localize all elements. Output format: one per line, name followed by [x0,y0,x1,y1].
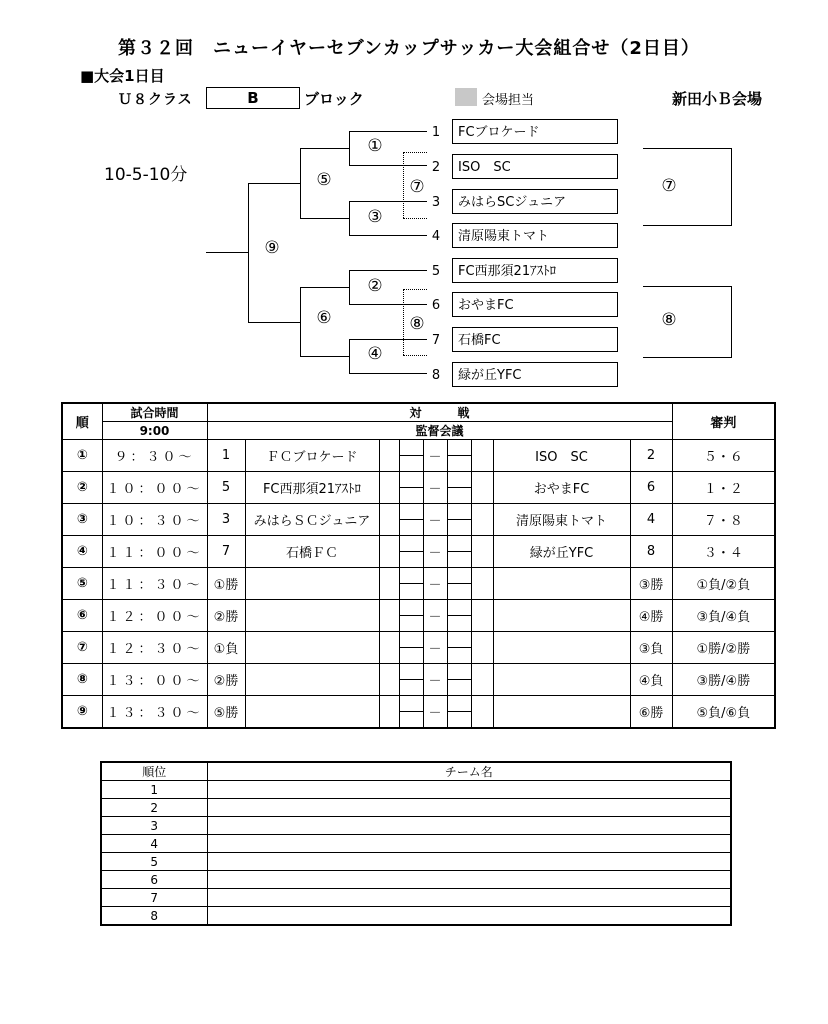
score-box [399,440,423,472]
seed-4: 4 [431,229,441,244]
match-mark-8: ⑧ [409,314,425,334]
header-time: 試合時間 [102,403,207,422]
left-seed: ②勝 [207,600,245,632]
schedule-row [62,664,775,696]
match-mark-3: ③ [367,207,383,227]
match-number: ④ [62,536,102,568]
schedule-row [62,600,775,632]
right-team [493,696,630,729]
bracket-line [349,270,427,271]
left-team: 石橋ＦＣ [245,536,379,568]
bracket-line [300,287,349,288]
score-dash: － [423,600,447,632]
left-team [245,632,379,664]
score-box [447,568,471,600]
score-box [399,632,423,664]
match-mark-6: ⑥ [316,308,332,328]
score-cell [471,664,493,696]
match-time: １２：３０～ [102,632,207,664]
bracket-line [349,201,350,235]
page-title: 第３２回 ニューイヤーセブンカップサッカー大会組合せ（2日目） [118,38,700,59]
score-cell [471,440,493,472]
score-dash: － [423,632,447,664]
score-dash: － [423,440,447,472]
rank-number: 2 [101,799,207,817]
score-cell [379,472,399,504]
rank-number: 3 [101,817,207,835]
right-seed: ④負 [630,664,672,696]
bracket-line [248,322,300,323]
bracket-line [349,339,350,373]
left-team [245,600,379,632]
score-cell [471,632,493,664]
result-mark-7: ⑦ [661,176,677,196]
referee: １・２ [672,472,775,504]
bracket-line [399,131,427,132]
block-box: B [206,87,300,109]
team-box-4: 清原陽東トマト [452,223,618,248]
ranking-row [101,781,731,799]
score-dash: － [423,696,447,729]
right-team: おやまFC [493,472,630,504]
team-box-8: 緑が丘YFC [452,362,618,387]
match-number: ② [62,472,102,504]
bracket-line [349,165,399,166]
bracket-line [349,131,350,165]
referee: ③負/④負 [672,600,775,632]
team-name-cell [207,781,731,799]
ranking-row [101,853,731,871]
bracket-line [300,148,349,149]
bracket-line [349,373,427,374]
schedule-row [62,696,775,729]
block-suffix: ブロック [304,90,364,108]
score-box [447,536,471,568]
left-seed: 3 [207,504,245,536]
schedule-table [61,402,776,729]
team-header: チーム名 [207,762,731,781]
score-box [399,696,423,729]
bracket-line [349,201,427,202]
bracket-dotted [403,152,427,153]
score-cell [379,504,399,536]
right-team: 清原陽東トマト [493,504,630,536]
venue-legend: 会場担当 [482,93,535,108]
score-dash: － [423,472,447,504]
score-cell [379,632,399,664]
match-time: １３：３０～ [102,696,207,729]
class-label: Ｕ８クラス [118,92,193,108]
rank-number: 7 [101,889,207,907]
schedule-row [62,472,775,504]
score-cell [471,536,493,568]
rank-number: 4 [101,835,207,853]
score-box [447,632,471,664]
right-team [493,600,630,632]
match-time: １３：００～ [102,664,207,696]
header-start: 9:00 [102,422,207,440]
referee: ①勝/②勝 [672,632,775,664]
schedule-row [62,440,775,472]
right-seed: ⑥勝 [630,696,672,729]
right-seed: ③勝 [630,568,672,600]
score-box [399,536,423,568]
team-box-2: ISO SC [452,154,618,179]
bracket-line [349,339,427,340]
left-team [245,696,379,729]
right-seed: 2 [630,440,672,472]
right-team: ISO SC [493,440,630,472]
left-seed: 5 [207,472,245,504]
bracket-line [248,183,300,184]
ranking-row [101,907,731,926]
score-cell [471,504,493,536]
venue-name: 新田小Ｂ会場 [672,90,763,108]
bracket-line [349,270,350,304]
team-box-7: 石橋FC [452,327,618,352]
bracket-dotted [403,218,427,219]
score-box [447,696,471,729]
venue-swatch [455,88,477,106]
rank-header: 順位 [101,762,207,781]
match-mark-9: ⑨ [264,238,280,258]
ranking-row [101,817,731,835]
ranking-row [101,835,731,853]
header-order: 順 [62,403,102,440]
match-mark-1: ① [367,136,383,156]
left-seed: ①負 [207,632,245,664]
score-cell [379,536,399,568]
score-cell [471,600,493,632]
team-name-cell [207,907,731,926]
score-box [447,504,471,536]
rank-number: 6 [101,871,207,889]
team-box-3: みはらSCジュニア [452,189,618,214]
match-mark-5: ⑤ [316,170,332,190]
match-mark-7: ⑦ [409,177,425,197]
score-cell [379,664,399,696]
score-box [447,600,471,632]
score-box [399,600,423,632]
match-number: ⑧ [62,664,102,696]
right-team [493,632,630,664]
left-team: FC西那須21ｱｽﾄﾛ [245,472,379,504]
right-seed: ③負 [630,632,672,664]
match-format: 10-5-10分 [104,165,188,185]
bracket-line [248,183,249,322]
bracket-line [300,148,301,218]
score-box [399,504,423,536]
match-number: ⑤ [62,568,102,600]
schedule-row [62,504,775,536]
left-team: みはらＳＣジュニア [245,504,379,536]
right-team: 緑が丘YFC [493,536,630,568]
left-team [245,568,379,600]
team-name-cell [207,853,731,871]
right-seed: 6 [630,472,672,504]
score-dash: － [423,536,447,568]
seed-8: 8 [431,368,441,383]
match-number: ⑦ [62,632,102,664]
score-dash: － [423,504,447,536]
referee: ⑤負/⑥負 [672,696,775,729]
left-seed: 7 [207,536,245,568]
match-number: ⑨ [62,696,102,729]
seed-6: 6 [431,298,441,313]
score-cell [471,568,493,600]
team-box-6: おやまFC [452,292,618,317]
left-seed: 1 [207,440,245,472]
team-name-cell [207,817,731,835]
left-team: ＦＣブロケード [245,440,379,472]
seed-1: 1 [431,125,441,140]
score-box [447,472,471,504]
bracket-dotted [403,289,427,290]
referee: ７・８ [672,504,775,536]
score-box [399,472,423,504]
score-cell [471,696,493,729]
bracket-line [300,356,349,357]
team-name-cell [207,889,731,907]
referee: ①負/②負 [672,568,775,600]
match-time: １０：００～ [102,472,207,504]
rank-number: 5 [101,853,207,871]
score-cell [379,440,399,472]
ranking-row [101,799,731,817]
ranking-table [100,761,732,926]
right-seed: ④勝 [630,600,672,632]
schedule-row [62,536,775,568]
left-seed: ⑤勝 [207,696,245,729]
left-seed: ②勝 [207,664,245,696]
left-team [245,664,379,696]
bracket-line [300,218,349,219]
right-team [493,568,630,600]
team-name-cell [207,835,731,853]
referee: ３・４ [672,536,775,568]
bracket-line [206,252,248,253]
right-seed: 4 [630,504,672,536]
referee: ５・６ [672,440,775,472]
seed-3: 3 [431,195,441,210]
match-mark-2: ② [367,276,383,296]
right-seed: 8 [630,536,672,568]
team-box-1: FCブロケード [452,119,618,144]
seed-2: 2 [431,160,441,175]
match-number: ③ [62,504,102,536]
match-time: １０：３０～ [102,504,207,536]
header-meeting: 監督会議 [207,422,672,440]
match-mark-4: ④ [367,344,383,364]
match-time: １１：３０～ [102,568,207,600]
score-box [447,664,471,696]
rank-number: 1 [101,781,207,799]
score-cell [379,600,399,632]
team-name-cell [207,871,731,889]
score-cell [379,696,399,729]
bracket-line [349,304,427,305]
score-dash: － [423,568,447,600]
score-cell [379,568,399,600]
header-vs: 対 戦 [207,403,672,422]
bracket-line [349,235,427,236]
score-cell [471,472,493,504]
match-number: ① [62,440,102,472]
seed-7: 7 [431,333,441,348]
rank-number: 8 [101,907,207,926]
right-team [493,664,630,696]
score-box [399,664,423,696]
day-label: ■大会1日目 [80,67,165,85]
result-mark-8: ⑧ [661,310,677,330]
referee: ③勝/④勝 [672,664,775,696]
seed-5: 5 [431,264,441,279]
team-box-5: FC西那須21ｱｽﾄﾛ [452,258,618,283]
score-box [399,568,423,600]
bracket-line [300,287,301,356]
match-time: １１：００～ [102,536,207,568]
left-seed: ①勝 [207,568,245,600]
match-time: １２：００～ [102,600,207,632]
score-dash: － [423,664,447,696]
header-referee: 審判 [672,403,775,440]
team-name-cell [207,799,731,817]
schedule-row [62,632,775,664]
schedule-row [62,568,775,600]
score-box [447,440,471,472]
match-time: ９：３０～ [102,440,207,472]
match-number: ⑥ [62,600,102,632]
bracket-dotted [403,355,427,356]
ranking-row [101,871,731,889]
ranking-row [101,889,731,907]
bracket-line [349,131,399,132]
